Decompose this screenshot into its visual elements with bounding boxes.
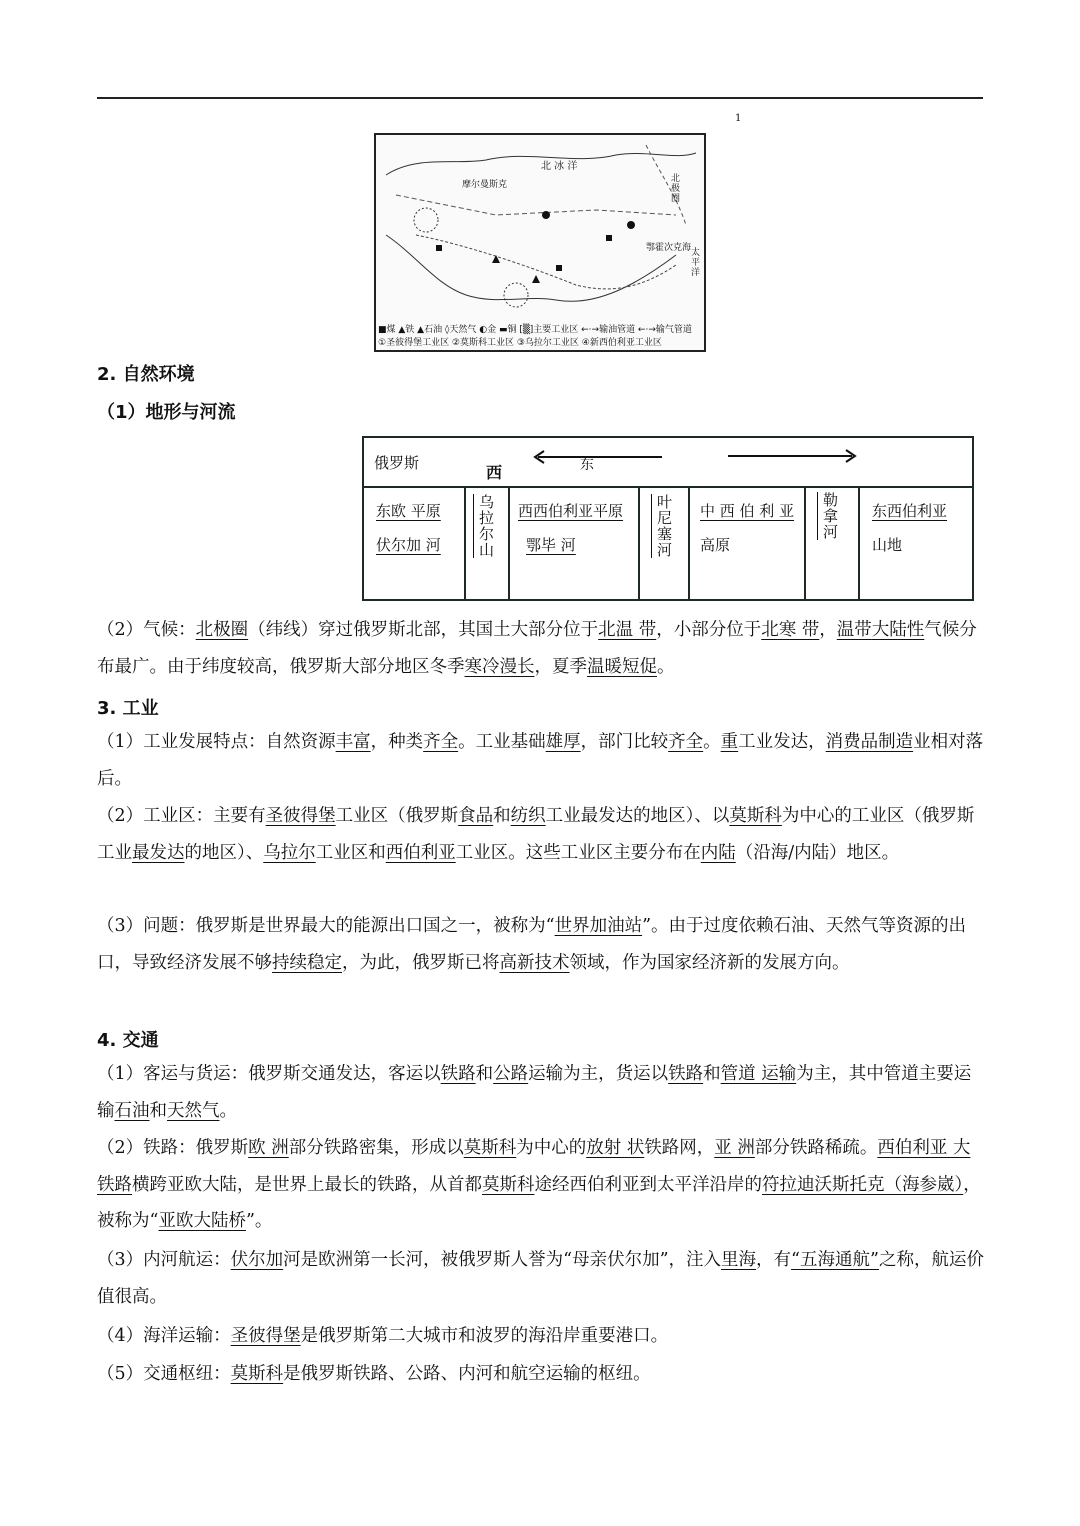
- transport-railway: （2）铁路：俄罗斯欧 洲部分铁路密集，形成以莫斯科为中心的放射 状铁路网，亚 洲部分铁路稀疏。西伯利亚 大铁路横跨亚欧大陆，是世界上最长的铁路，从首都莫斯科途经西伯利亚到太平洋沿岸的符拉迪沃斯托克（海参崴），被称为“亚欧大陆桥”。: [97, 1138, 981, 1231]
- map-label-arctic: 北极圈: [669, 173, 679, 203]
- industry-features: （1）工业发展特点：自然资源丰富，种类齐全。工业基础雄厚，部门比较齐全。重工业发达，消费品制造业相对落后。: [97, 732, 984, 789]
- map-label-sea: 鄂霍次克海: [646, 243, 692, 253]
- transport-hub: （5）交通枢纽：莫斯科是俄罗斯铁路、公路、内河和航空运输的枢纽。: [97, 1364, 651, 1384]
- industry-regions: （2）工业区：主要有圣彼得堡工业区（俄罗斯食品和纺织工业最发达的地区）、以莫斯科为中心的工业区（俄罗斯工业最发达的地区）、乌拉尔工业区和西伯利亚工业区。这些工业区主要分布在内陆（沿海/内陆）地区。: [97, 806, 975, 863]
- transport-inland-waterway: （3）内河航运：伏尔加河是欧洲第一长河，被俄罗斯人誉为“母亲伏尔加”，注入里海，有“五海通航”之称，航运价值很高。: [97, 1250, 984, 1307]
- section-4-title: 4. 交通: [97, 1030, 159, 1051]
- map-legend-areas: ①圣彼得堡工业区 ②莫斯科工业区 ③乌拉尔工业区 ④新西伯利亚工业区: [378, 338, 662, 348]
- cell-yenisei: 叶尼塞河: [640, 488, 690, 599]
- transport-passenger-freight: （1）客运与货运：俄罗斯交通发达，客运以铁路和公路运输为主，货运以铁路和管道 运输为主，其中管道主要运输石油和天然气。: [97, 1064, 972, 1121]
- table-east: 东: [580, 457, 594, 473]
- map-label-city: 摩尔曼斯克: [462, 180, 508, 190]
- terrain-header-row: [364, 438, 972, 488]
- cell-east-european-plain: 东欧 平原 伏尔加 河: [364, 488, 466, 599]
- section-2-title: 2. 自然环境: [97, 364, 195, 385]
- map-label-ocean: 北 冰 洋: [541, 161, 578, 172]
- page-mark: 1: [735, 113, 742, 124]
- table-country: 俄罗斯: [374, 454, 420, 472]
- map-label-pacific: 太平洋: [689, 247, 699, 277]
- header-rule: [97, 97, 983, 99]
- cell-lena: 勒拿河: [806, 488, 860, 599]
- section-3-title: 3. 工业: [97, 698, 159, 719]
- cell-central-siberian-plateau: 中 西 伯 利 亚 高原: [690, 488, 806, 599]
- russia-map: [374, 133, 706, 352]
- arrow-left-icon: [532, 450, 667, 464]
- cell-ural: 乌拉尔山: [466, 488, 510, 599]
- transport-ocean: （4）海洋运输：圣彼得堡是俄罗斯第二大城市和波罗的海沿岸重要港口。: [97, 1326, 669, 1346]
- table-west: 西: [486, 463, 503, 482]
- map-legend-symbols: ■煤 ▲铁 ▲石油 ◊天然气 ◐金 ▬铜 [▒]主要工业区 ←·→输油管道 ←·→输气管道: [378, 325, 692, 335]
- terrain-table: [362, 436, 974, 601]
- cell-west-siberian-plain: 西西伯利亚平原 鄂毕 河: [510, 488, 640, 599]
- arrow-right-icon: [726, 449, 861, 463]
- section-2-sub1: （1）地形与河流: [97, 402, 236, 423]
- cell-east-siberian-mountains: 东西伯利亚 山地: [872, 502, 948, 554]
- industry-problems: （3）问题：俄罗斯是世界最大的能源出口国之一，被称为“世界加油站”。由于过度依赖石油、天然气等资源的出口，导致经济发展不够持续稳定，为此，俄罗斯已将高新技术领域，作为国家经济新的发展方向。: [97, 916, 967, 973]
- climate-paragraph: （2）气候：北极圈（纬线）穿过俄罗斯北部，其国土大部分位于北温 带，小部分位于北寒 带，温带大陆性气候分布最广。由于纬度较高，俄罗斯大部分地区冬季寒冷漫长，夏季温暖短促。: [97, 620, 977, 677]
